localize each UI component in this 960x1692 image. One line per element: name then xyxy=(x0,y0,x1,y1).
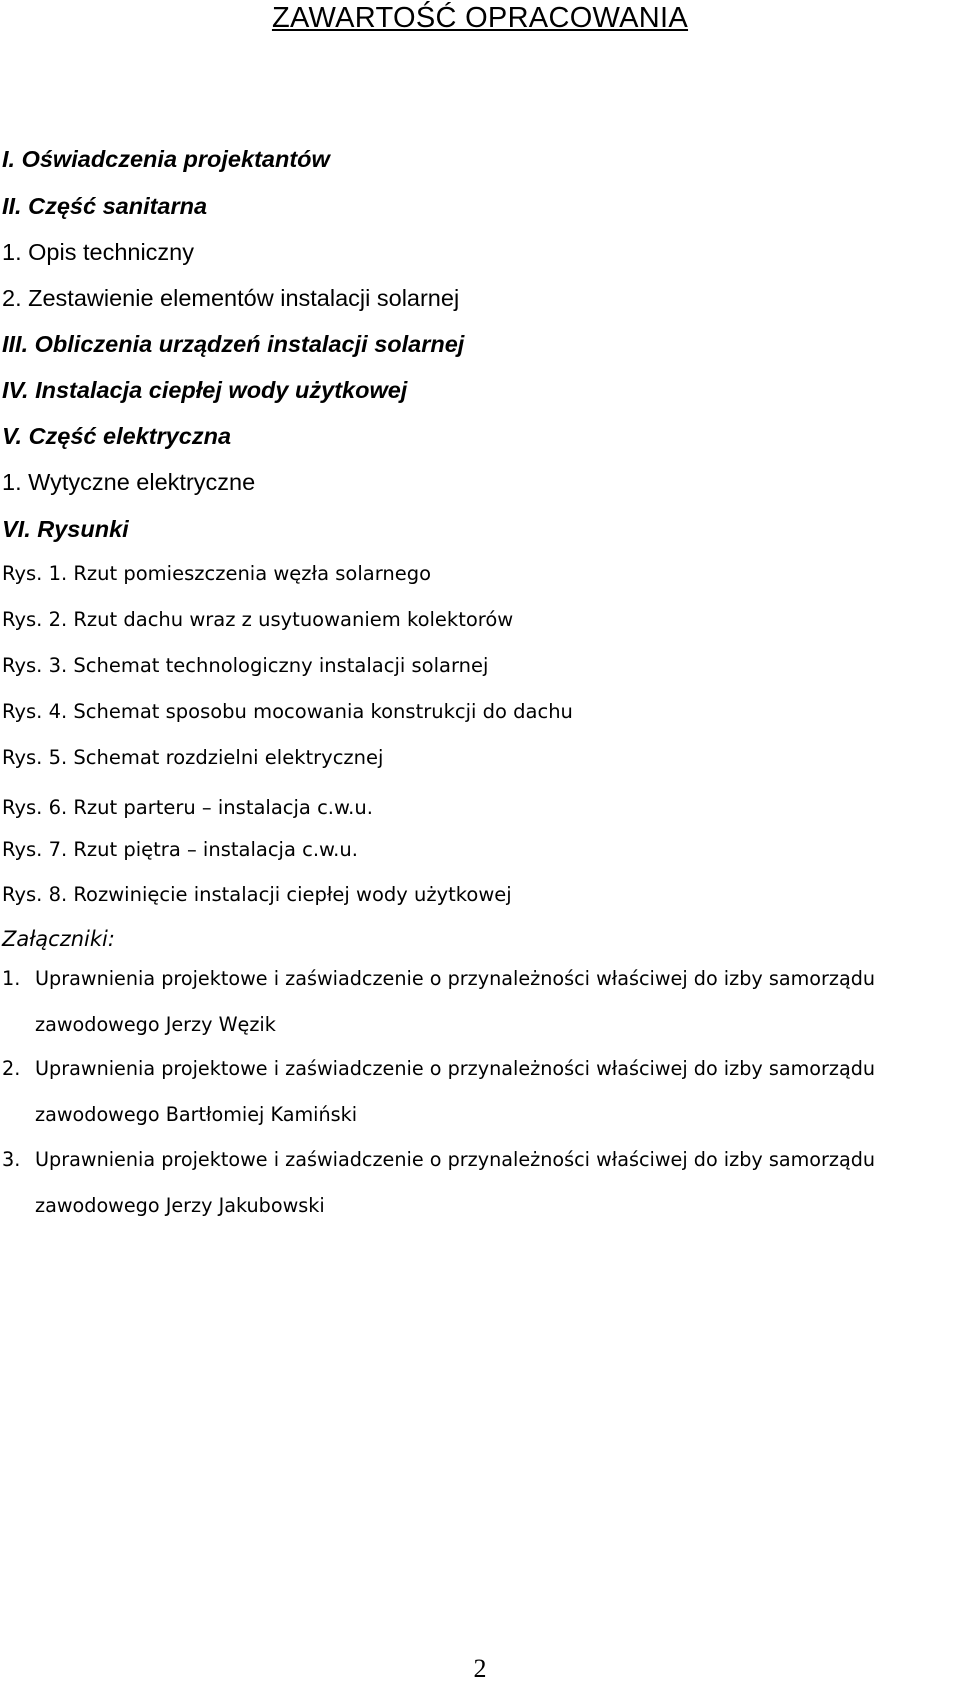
section-heading: III. Obliczenia urządzeń instalacji solarnej xyxy=(2,331,465,357)
attachment-number: 2. xyxy=(2,1057,21,1080)
drawing-item: Rys. 6. Rzut parteru – instalacja c.w.u. xyxy=(2,796,373,819)
attachment-number: 1. xyxy=(2,967,21,990)
drawing-item: Rys. 7. Rzut piętra – instalacja c.w.u. xyxy=(2,838,358,861)
drawing-item: Rys. 5. Schemat rozdzielni elektrycznej xyxy=(2,746,384,769)
section-item: 1. Opis techniczny xyxy=(2,239,195,265)
attachment-text-line1: Uprawnienia projektowe i zaświadczenie o przynależności właściwej do izby samorządu xyxy=(35,1148,876,1171)
attachments-heading: Załączniki: xyxy=(2,927,115,951)
attachment-text-line1: Uprawnienia projektowe i zaświadczenie o przynależności właściwej do izby samorządu xyxy=(35,1057,876,1080)
section-heading: V. Część elektryczna xyxy=(2,423,232,449)
section-item: 1. Wytyczne elektryczne xyxy=(2,469,256,495)
section-heading: I. Oświadczenia projektantów xyxy=(2,146,330,172)
section-heading: II. Część sanitarna xyxy=(2,193,208,219)
drawing-item: Rys. 2. Rzut dachu wraz z usytuowaniem kolektorów xyxy=(2,608,514,631)
attachment-text-line1: Uprawnienia projektowe i zaświadczenie o przynależności właściwej do izby samorządu xyxy=(35,967,876,990)
attachment-text-line2: zawodowego Bartłomiej Kamiński xyxy=(35,1103,358,1126)
document-title: ZAWARTOŚĆ OPRACOWANIA xyxy=(271,2,689,34)
drawing-item: Rys. 1. Rzut pomieszczenia węzła solarnego xyxy=(2,562,432,585)
drawing-item: Rys. 4. Schemat sposobu mocowania konstrukcji do dachu xyxy=(2,700,573,723)
attachment-text-line2: zawodowego Jerzy Węzik xyxy=(35,1013,276,1036)
drawing-item: Rys. 3. Schemat technologiczny instalacji solarnej xyxy=(2,654,489,677)
section-heading: VI. Rysunki xyxy=(2,516,129,542)
attachment-number: 3. xyxy=(2,1148,21,1171)
attachment-text-line2: zawodowego Jerzy Jakubowski xyxy=(35,1194,325,1217)
section-heading: IV. Instalacja ciepłej wody użytkowej xyxy=(2,377,408,403)
page-number: 2 xyxy=(473,1654,487,1683)
drawing-item: Rys. 8. Rozwinięcie instalacji ciepłej wody użytkowej xyxy=(2,883,512,906)
section-item: 2. Zestawienie elementów instalacji solarnej xyxy=(2,285,460,311)
